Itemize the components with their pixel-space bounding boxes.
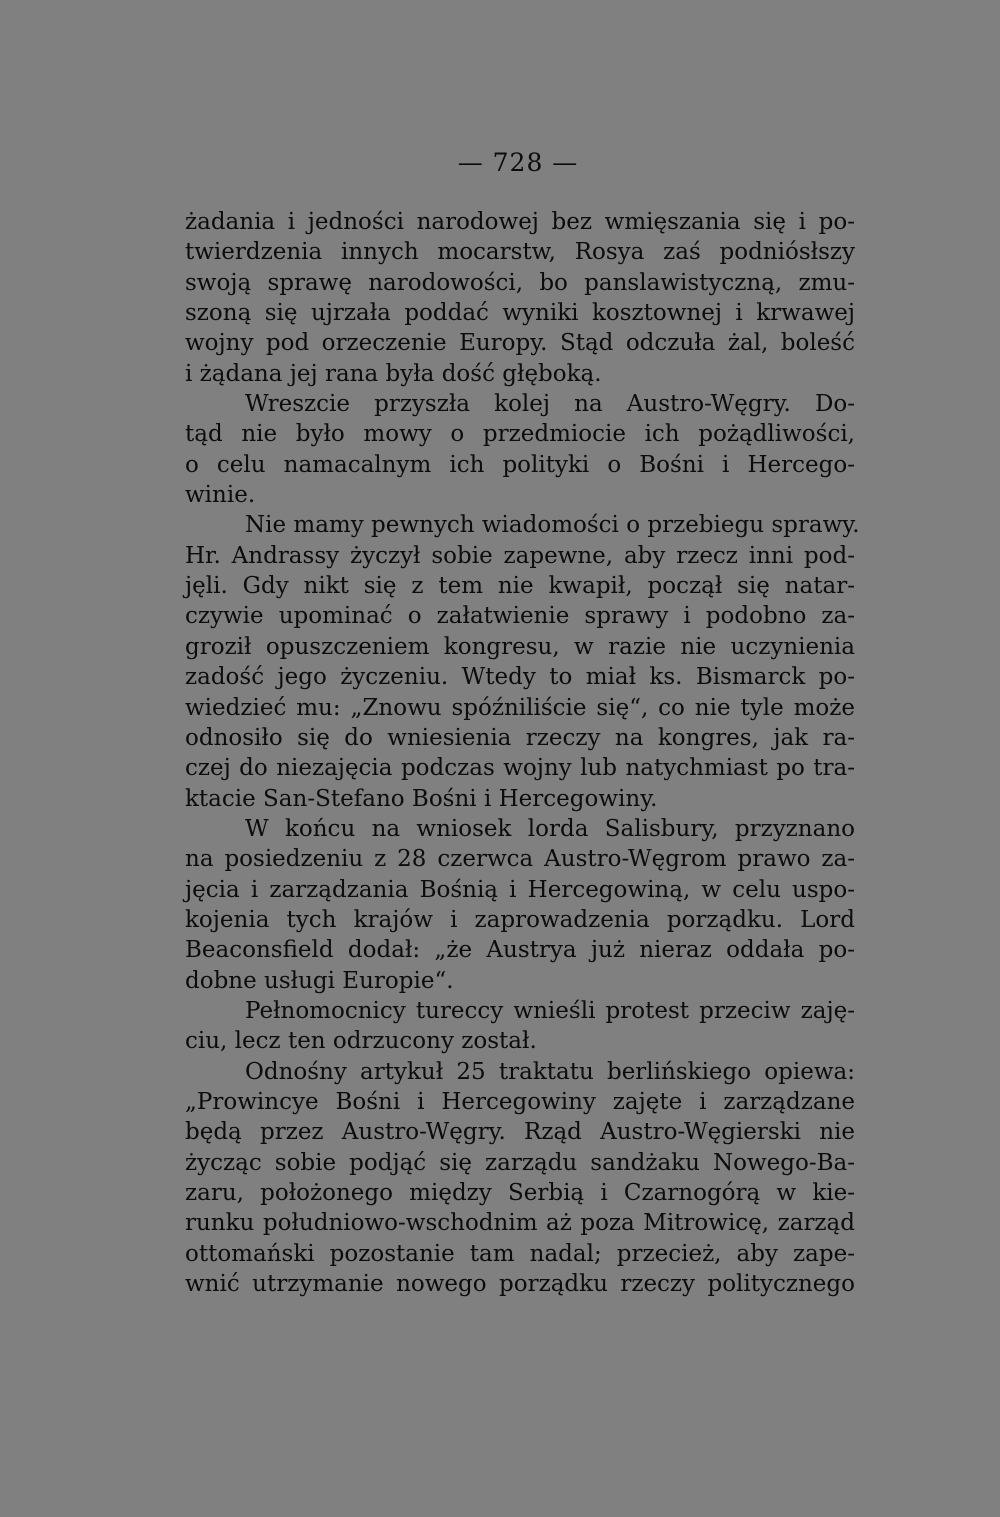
text-line: dobne usługi Europie“.	[185, 967, 454, 994]
text-line: Odnośny artykuł 25 traktatu berlińskiego opiewa:	[245, 1058, 855, 1085]
text-line: ottomański pozostanie tam nadal; przecież, aby zape-	[185, 1240, 855, 1267]
page-body-text	[185, 207, 860, 1299]
text-line: żadania i jedności narodowej bez wmięszania się i po-	[185, 209, 855, 235]
text-line: o celu namacalnym ich polityki o Bośni i Hercego-	[185, 451, 855, 478]
text-line: na posiedzeniu z 28 czerwca Austro-Węgrom prawo za-	[185, 846, 855, 873]
text-line: twierdzenia innych mocarstw, Rosya zaś podniósłszy	[185, 239, 855, 266]
text-line: odnosiło się do wniesienia rzeczy na kongres, jak ra-	[185, 724, 855, 751]
text-line: Nie mamy pewnych wiadomości o przebiegu sprawy.	[245, 512, 860, 539]
text-line: swoją sprawę narodowości, bo panslawistyczną, zmu-	[185, 269, 855, 296]
text-line: życząc sobie podjąć się zarządu sandżaku Nowego-Ba-	[185, 1149, 855, 1176]
text-line: runku południowo-wschodnim aż poza Mitrowicę, zarząd	[185, 1210, 855, 1237]
text-line: kojenia tych krajów i zaprowadzenia porządku. Lord	[185, 906, 855, 933]
text-line: szoną się ujrzała poddać wyniki kosztownej i krwawej	[185, 300, 855, 327]
text-line: winie.	[185, 482, 256, 509]
text-line: Wreszcie przyszła kolej na Austro-Węgry. Do-	[245, 391, 855, 418]
text-line: jęcia i zarządzania Bośnią i Hercegowiną, w celu uspo-	[185, 876, 855, 903]
text-line: ktacie San-Stefano Bośni i Hercegowiny.	[185, 785, 658, 812]
text-line: zadość jego życzeniu. Wtedy to miał ks. Bismarck po-	[185, 664, 855, 691]
text-line: wnić utrzymanie nowego porządku rzeczy politycznego	[185, 1271, 855, 1298]
text-line: groził opuszczeniem kongresu, w razie nie uczynienia	[185, 633, 855, 660]
text-line: Pełnomocnicy tureccy wnieśli protest przeciw zaję-	[245, 997, 855, 1024]
text-line: czywie upominać o załatwienie sprawy i podobno za-	[185, 603, 855, 630]
text-line: czej do niezajęcia podczas wojny lub natychmiast po tra-	[185, 755, 855, 782]
page-number: — 728 —	[457, 148, 579, 177]
text-line: ciu, lecz ten odrzucony został.	[185, 1028, 537, 1055]
text-line: i żądana jej rana była dość głęboką.	[185, 360, 602, 387]
text-line: W końcu na wniosek lorda Salisbury, przyznano	[245, 815, 855, 842]
text-line: będą przez Austro-Węgry. Rząd Austro-Węgierski nie	[185, 1119, 855, 1146]
text-line: wiedzieć mu: „Znowu spóźniliście się“, co nie tyle może	[185, 694, 855, 721]
text-line: wojny pod orzeczenie Europy. Stąd odczuła żal, boleść	[185, 330, 855, 357]
text-line: zaru, położonego między Serbią i Czarnogórą w kie-	[185, 1180, 855, 1206]
text-line: jęli. Gdy nikt się z tem nie kwapił, począł się natar-	[185, 573, 855, 600]
text-line: Hr. Andrassy życzył sobie zapewne, aby rzecz inni pod-	[185, 542, 855, 569]
text-line: Beaconsfield dodał: „że Austrya już nieraz oddała po-	[185, 937, 855, 964]
text-line: tąd nie było mowy o przedmiocie ich pożądliwości,	[185, 421, 855, 448]
text-line: „Prowincye Bośni i Hercegowiny zajęte i zarządzane	[185, 1088, 855, 1115]
